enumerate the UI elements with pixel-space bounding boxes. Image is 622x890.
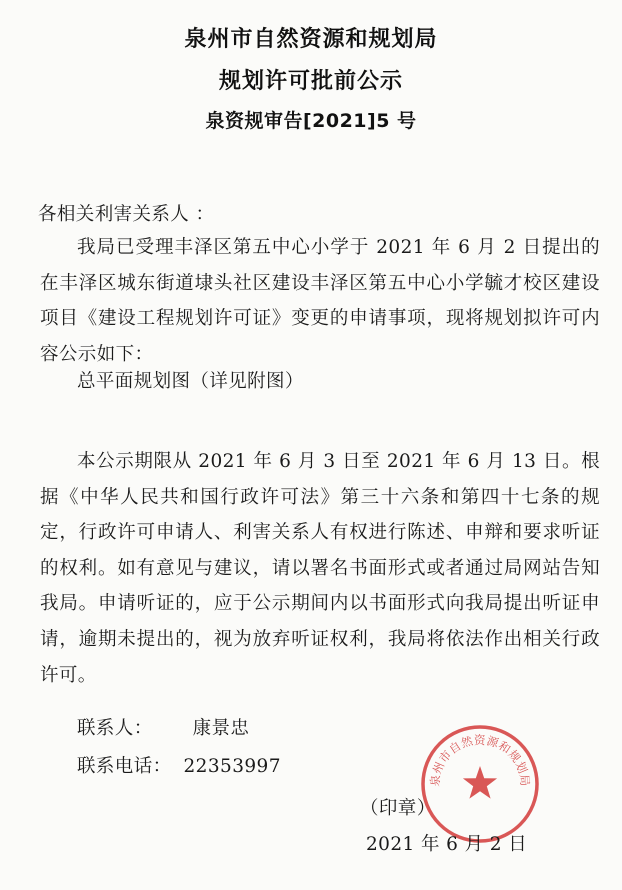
attachment-note: 总平面规划图（详见附图） <box>77 371 304 392</box>
notice-title: 规划许可批前公示 <box>218 69 403 94</box>
salutation: 各相关利害关系人 ： <box>38 204 215 225</box>
seal-star-icon <box>463 766 497 799</box>
agency-title: 泉州市自然资源和规划局 <box>184 27 438 52</box>
document-number: 泉资规审告[2021]5 号 <box>205 110 417 132</box>
contact-person-name: 康景忠 <box>192 718 250 739</box>
paragraph-application: 我局已受理丰泽区第五中心小学于 2021 年 6 月 2 日提出的在丰泽区城东街道埭头社区建设丰泽区第五中心小学毓才校区建设项目《建设工程规划许可证》变更的申请事项，现将规划拟许可内容公示如下： <box>40 237 600 365</box>
contact-person-label: 联系人： <box>77 718 153 739</box>
seal-note: （印章） <box>360 798 436 819</box>
contact-person-row <box>77 712 249 746</box>
contact-phone-label: 联系电话： <box>77 756 172 777</box>
signature-date: 2021 年 6 月 2 日 <box>366 834 528 855</box>
contact-phone-row <box>77 750 281 784</box>
paragraph-publicity-period: 本公示期限从 2021 年 6 月 3 日至 2021 年 6 月 13 日。根据《中华人民共和国行政许可法》第三十六条和第四十七条的规定，行政许可申请人、利害关系人有权进行陈述、申辩和要求听证的权利。如有意见与建议，请以署名书面形式或者通过局网站告知我局。申请听证的，应于公示期间内以书面形式向我局提出听证申请，逾期未提出的，视为放弃听证权利，我局将依法作出相关行政许可。 <box>40 451 600 686</box>
contact-phone-number: 22353997 <box>183 756 281 777</box>
svg-text:泉州市自然资源和规划局: 泉州市自然资源和规划局 <box>427 733 533 788</box>
